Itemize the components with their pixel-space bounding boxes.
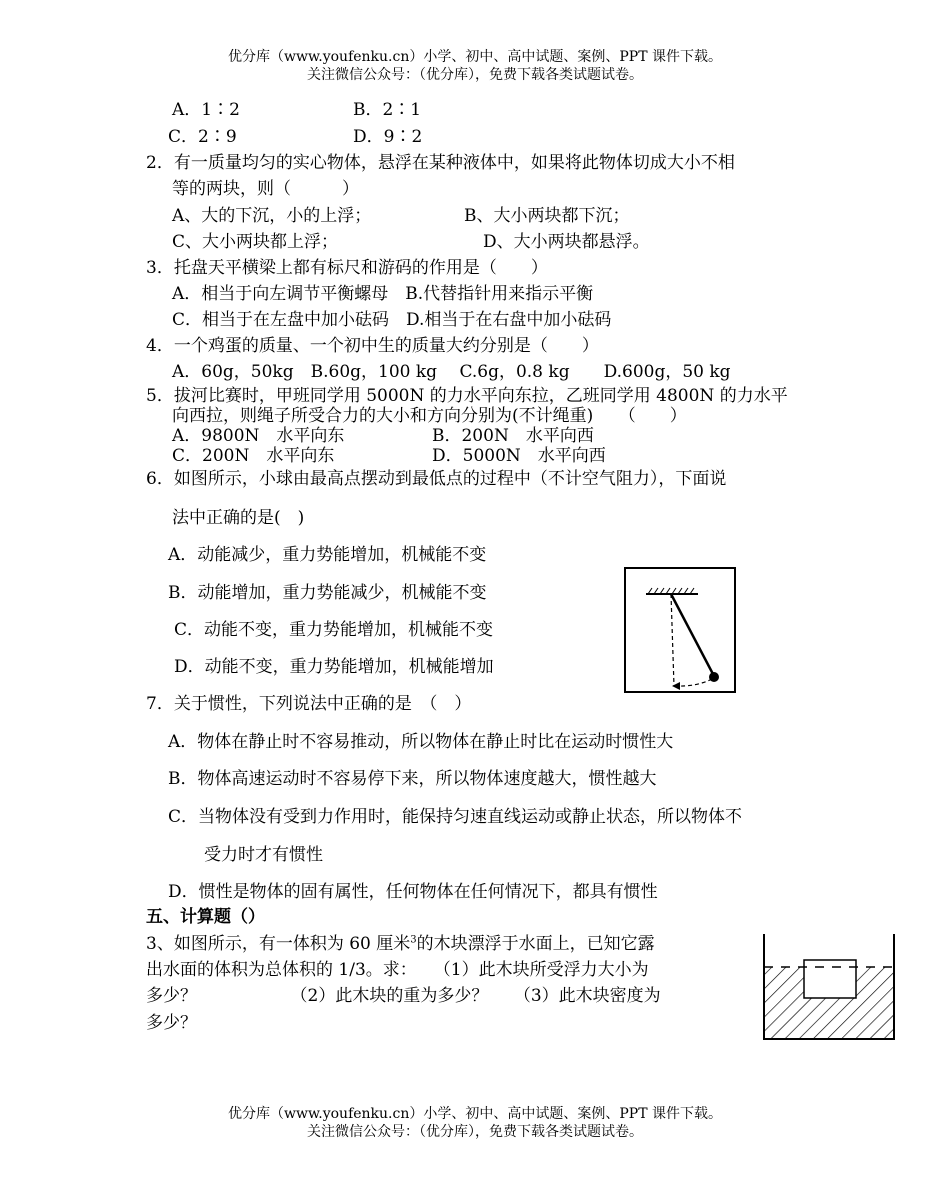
pendulum-ball [709,672,719,682]
footer-line-2: 关注微信公众号：（优分库），免费下载各类试题试卷。 [307,1124,643,1140]
q7-option-c-line-1: C．当物体没有受到力作用时，能保持匀速直线运动或静止状态，所以物体不 [168,807,743,827]
calc3-line-2: 出水面的体积为总体积的 1/3。求： （1）此木块所受浮力大小为 [146,960,649,980]
q3-options-cd: C．相当于在左盘中加小砝码 D.相当于在右盘中加小砝码 [172,310,612,330]
q6-stem-line-1: 6．如图所示，小球由最高点摆动到最低点的过程中（不计空气阻力），下面说 [146,469,727,489]
q6-stem-line-2: 法中正确的是( ) [172,508,305,528]
q1-option-d: D．9∶2 [353,127,423,147]
q5-option-b: B．200N 水平向西 [432,426,594,446]
pendulum-frame [625,568,735,692]
page-footer [0,1105,950,1141]
wood-block [804,960,856,998]
q6-option-d: D．动能不变，重力势能增加，机械能增加 [174,657,494,677]
calc3-line-1 [146,934,655,954]
section-title: 五、计算题（） [146,907,265,927]
calc3-line-3: 多少？ （2）此木块的重为多少？ （3）此木块密度为 [146,986,661,1006]
pendulum-figure [624,567,736,693]
q5-stem-line-2: 向西拉，则绳子所受合力的大小和方向分别为(不计绳重) （ ） [172,406,687,426]
q6-option-b: B．动能增加，重力势能减少，机械能不变 [168,583,487,603]
calc3-line-4: 多少？ [146,1013,197,1033]
q3-options-ab: A．相当于向左调节平衡螺母 B.代替指针用来指示平衡 [172,284,594,304]
q6-option-a: A．动能减少，重力势能增加，机械能不变 [168,545,487,565]
q1-option-a: A．1∶2 [172,100,240,120]
calc3-line-1b: 的木块漂浮于水面上，已知它露 [416,934,655,954]
calc3-line-1a: 3、如图所示，有一体积为 60 厘米 [146,934,411,954]
header-line-2: 关注微信公众号：（优分库），免费下载各类试题试卷。 [307,67,643,83]
q5-option-d: D．5000N 水平向西 [432,446,606,466]
q2-stem-line-2: 等的两块，则（ ） [172,179,359,199]
q5-option-a: A．9800N 水平向东 [172,426,345,446]
q5-option-c: C．200N 水平向东 [172,446,335,466]
vertical-dashed-line [671,594,674,686]
floating-block-figure [762,934,896,1042]
q4-stem: 4．一个鸡蛋的质量、一个初中生的质量大约分别是（ ） [146,336,599,356]
calc3-superscript: 3 [410,934,417,946]
pendulum-string [671,594,714,676]
q7-option-d: D．惯性是物体的固有属性，任何物体在任何情况下，都具有惯性 [168,882,658,902]
footer-line-1: 优分库（www.youfenku.cn）小学、初中、高中试题、案例、PPT 课件下载。 [227,1106,722,1122]
header-line-1: 优分库（www.youfenku.cn）小学、初中、高中试题、案例、PPT 课件下载。 [227,49,722,65]
q7-stem: 7．关于惯性，下列说法中正确的是 （ ） [146,694,472,714]
q3-stem: 3．托盘天平横梁上都有标尺和游码的作用是（ ） [146,258,548,278]
q7-option-a: A．物体在静止时不容易推动，所以物体在静止时比在运动时惯性大 [168,732,674,752]
q2-option-d: D、大小两块都悬浮。 [483,232,650,252]
q2-stem-line-1: 2．有一质量均匀的实心物体，悬浮在某种液体中，如果将此物体切成大小不相 [146,153,735,173]
q7-option-c-line-2: 受力时才有惯性 [204,845,323,865]
q1-option-c: C．2∶9 [168,127,237,147]
q2-option-c: C、大小两块都上浮； [172,232,339,252]
q4-options: A．60g，50kg B.60g，100 kg C.6g，0.8 kg D.600g，50 kg [172,362,731,382]
q2-option-a: A、大的下沉，小的上浮； [172,206,372,226]
q6-option-c: C．动能不变，重力势能增加，机械能不变 [174,620,494,640]
q2-option-b: B、大小两块都下沉； [464,206,630,226]
page-header [0,48,950,84]
q1-option-b: B．2∶1 [353,100,422,120]
q7-option-b: B．物体高速运动时不容易停下来，所以物体速度越大，惯性越大 [168,769,657,789]
swing-arrow [672,682,680,690]
q5-stem-line-1: 5．拔河比赛时，甲班同学用 5000N 的力水平向东拉，乙班同学用 4800N 的力水平 [146,386,788,406]
